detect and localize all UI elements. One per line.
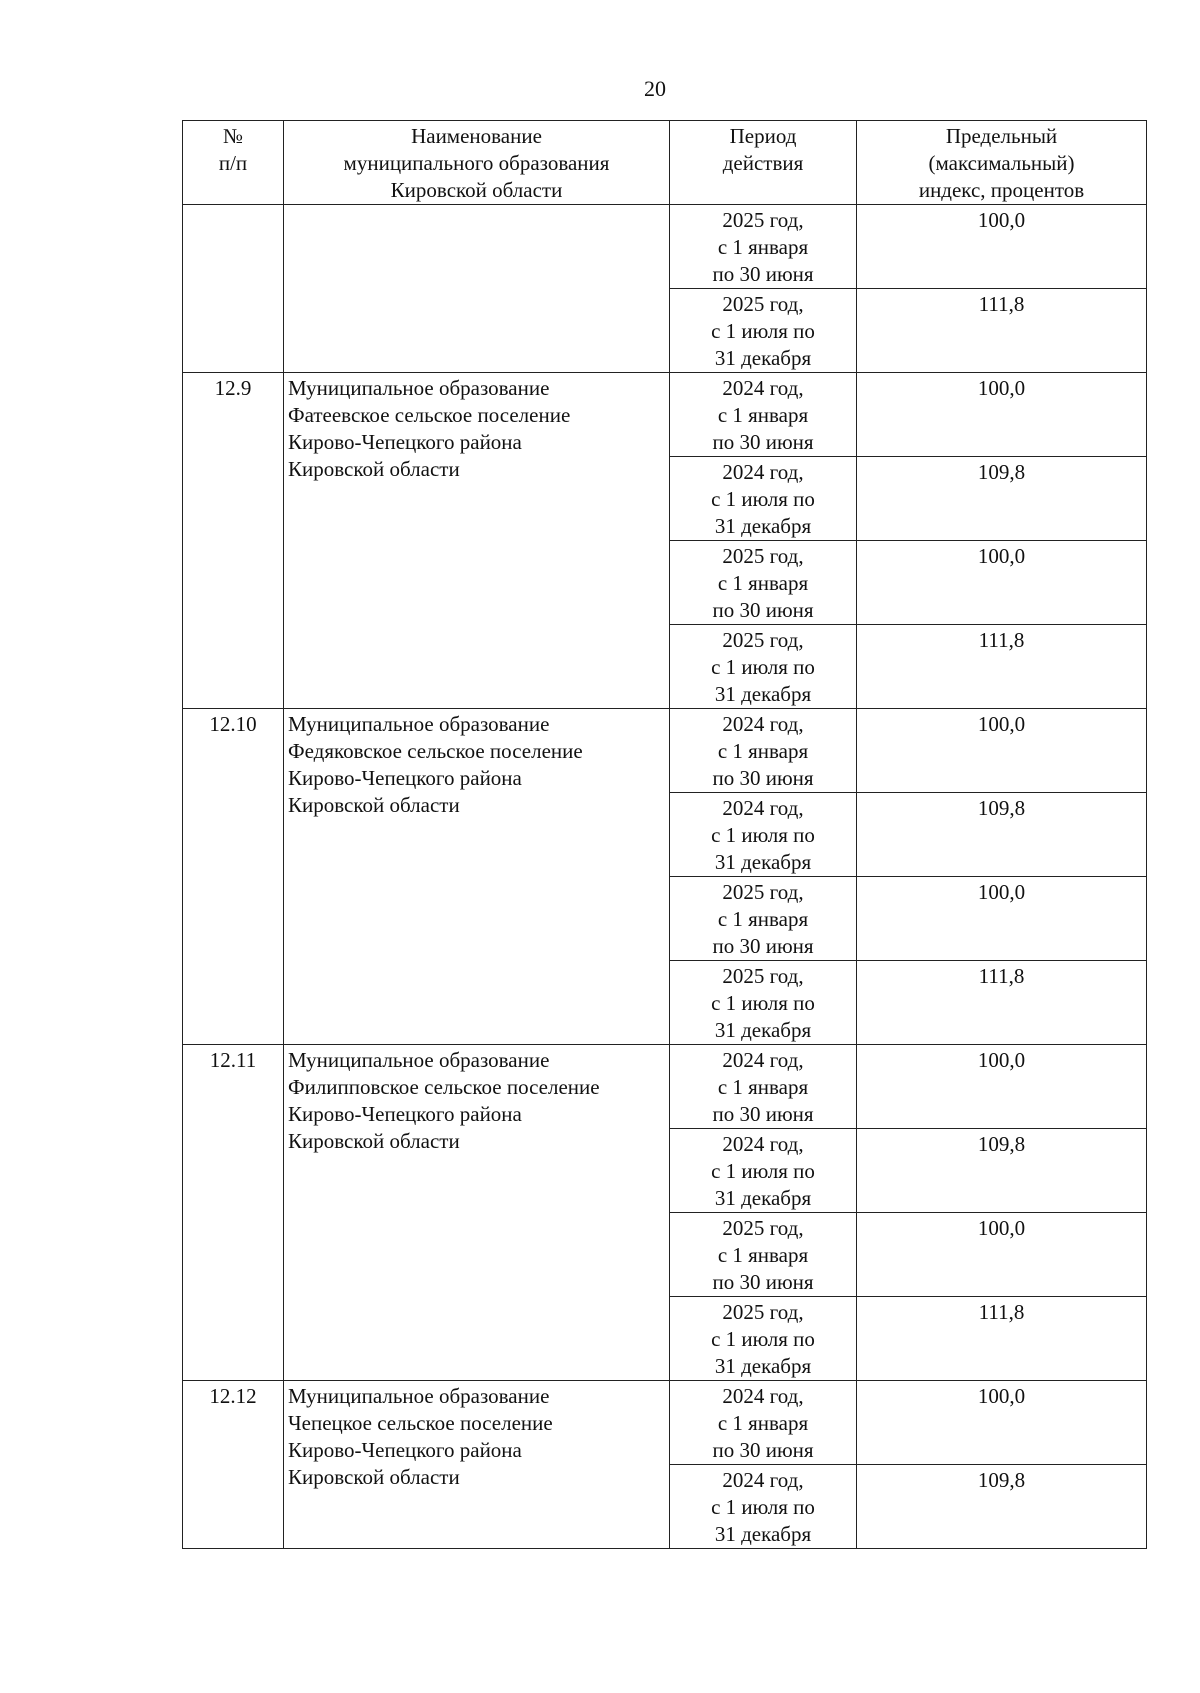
text-line: 2024 год,: [722, 712, 804, 736]
period-cell: [670, 877, 857, 961]
period-cell: [670, 1045, 857, 1129]
text-line: 2024 год,: [722, 376, 804, 400]
municipality-name: [284, 1381, 670, 1549]
period-cell: [670, 961, 857, 1045]
text-line: 2025 год,: [722, 964, 804, 988]
text-line: с 1 января: [717, 1243, 809, 1267]
text-line: по 30 июня: [712, 934, 814, 958]
row-number: 12.12: [183, 1381, 284, 1549]
period-cell: [670, 1381, 857, 1465]
text-line: Предельный: [945, 124, 1058, 148]
text-line: действия: [722, 151, 804, 175]
period-cell: [670, 457, 857, 541]
text-line: Федяковское сельское поселение: [288, 739, 583, 763]
index-value: 111,8: [857, 1297, 1147, 1381]
text-line: Кировской области: [288, 793, 460, 817]
text-line: 2024 год,: [722, 1132, 804, 1156]
text-line: с 1 января: [717, 1075, 809, 1099]
text-line: Наименование: [411, 124, 542, 148]
text-line: по 30 июня: [712, 262, 814, 286]
text-line: по 30 июня: [712, 1102, 814, 1126]
text-line: с 1 июля по: [711, 1495, 815, 1519]
text-line: по 30 июня: [712, 598, 814, 622]
index-value: 100,0: [857, 1213, 1147, 1297]
text-line: Кировской области: [288, 1465, 460, 1489]
municipality-name: [284, 709, 670, 1045]
text-line: Период: [729, 124, 797, 148]
text-line: Кирово-Чепецкого района: [288, 1102, 522, 1126]
row-number: 12.9: [183, 373, 284, 709]
text-line: №: [222, 124, 244, 148]
text-line: 2024 год,: [722, 1468, 804, 1492]
table-row: [183, 1045, 1147, 1129]
text-line: 31 декабря: [714, 682, 812, 706]
text-line: Кирово-Чепецкого района: [288, 766, 522, 790]
text-line: 2025 год,: [722, 628, 804, 652]
header-max-index: [857, 121, 1147, 205]
text-line: с 1 июля по: [711, 1159, 815, 1183]
period-cell: [670, 373, 857, 457]
text-line: с 1 января: [717, 403, 809, 427]
text-line: 31 декабря: [714, 1522, 812, 1546]
table-row: [183, 205, 1147, 289]
row-number: [183, 205, 284, 373]
text-line: Филипповское сельское поселение: [288, 1075, 600, 1099]
period-cell: [670, 205, 857, 289]
period-cell: [670, 1465, 857, 1549]
text-line: Кирово-Чепецкого района: [288, 430, 522, 454]
text-line: с 1 января: [717, 739, 809, 763]
table-row: [183, 373, 1147, 457]
text-line: 2024 год,: [722, 460, 804, 484]
period-cell: [670, 625, 857, 709]
index-value: 111,8: [857, 625, 1147, 709]
header-number: [183, 121, 284, 205]
text-line: с 1 июля по: [711, 487, 815, 511]
index-value: 100,0: [857, 709, 1147, 793]
row-number: 12.10: [183, 709, 284, 1045]
text-line: с 1 января: [717, 1411, 809, 1435]
period-cell: [670, 793, 857, 877]
tariff-index-table: [182, 120, 1147, 1549]
table-header-row: [183, 121, 1147, 205]
text-line: Кировской области: [390, 178, 563, 202]
text-line: 2025 год,: [722, 1216, 804, 1240]
text-line: 31 декабря: [714, 1018, 812, 1042]
text-line: по 30 июня: [712, 430, 814, 454]
text-line: 2025 год,: [722, 544, 804, 568]
text-line: Муниципальное образование: [288, 376, 550, 400]
text-line: 31 декабря: [714, 1186, 812, 1210]
period-cell: [670, 709, 857, 793]
table-body: [183, 205, 1147, 1549]
text-line: 2024 год,: [722, 1384, 804, 1408]
index-value: 111,8: [857, 961, 1147, 1045]
municipality-name: [284, 373, 670, 709]
text-line: с 1 июля по: [711, 1327, 815, 1351]
text-line: (максимальный): [928, 151, 1075, 175]
text-line: 2025 год,: [722, 208, 804, 232]
index-value: 100,0: [857, 205, 1147, 289]
text-line: Муниципальное образование: [288, 712, 550, 736]
index-value: 100,0: [857, 541, 1147, 625]
period-cell: [670, 1129, 857, 1213]
page-number: 20: [644, 76, 666, 101]
index-value: 109,8: [857, 793, 1147, 877]
index-value: 109,8: [857, 457, 1147, 541]
text-line: с 1 января: [717, 907, 809, 931]
text-line: с 1 июля по: [711, 823, 815, 847]
text-line: с 1 июля по: [711, 991, 815, 1015]
index-value: 100,0: [857, 1381, 1147, 1465]
index-value: 109,8: [857, 1465, 1147, 1549]
header-municipality: [284, 121, 670, 205]
text-line: индекс, процентов: [918, 178, 1085, 202]
municipality-name: [284, 205, 670, 373]
index-value: 100,0: [857, 1045, 1147, 1129]
text-line: Муниципальное образование: [288, 1384, 550, 1408]
text-line: с 1 января: [717, 235, 809, 259]
text-line: 31 декабря: [714, 346, 812, 370]
municipality-name: [284, 1045, 670, 1381]
text-line: по 30 июня: [712, 1270, 814, 1294]
text-line: по 30 июня: [712, 766, 814, 790]
text-line: муниципального образования: [343, 151, 610, 175]
text-line: Чепецкое сельское поселение: [288, 1411, 553, 1435]
table-row: [183, 709, 1147, 793]
period-cell: [670, 1213, 857, 1297]
index-value: 100,0: [857, 877, 1147, 961]
text-line: 31 декабря: [714, 514, 812, 538]
index-value: 100,0: [857, 373, 1147, 457]
text-line: п/п: [218, 151, 248, 175]
text-line: Фатеевское сельское поселение: [288, 403, 571, 427]
text-line: 2024 год,: [722, 796, 804, 820]
row-number: 12.11: [183, 1045, 284, 1381]
period-cell: [670, 1297, 857, 1381]
period-cell: [670, 541, 857, 625]
text-line: с 1 июля по: [711, 655, 815, 679]
text-line: Кировской области: [288, 457, 460, 481]
period-cell: [670, 289, 857, 373]
text-line: Кирово-Чепецкого района: [288, 1438, 522, 1462]
text-line: Кировской области: [288, 1129, 460, 1153]
text-line: по 30 июня: [712, 1438, 814, 1462]
index-value: 111,8: [857, 289, 1147, 373]
text-line: 2025 год,: [722, 292, 804, 316]
text-line: Муниципальное образование: [288, 1048, 550, 1072]
text-line: с 1 января: [717, 571, 809, 595]
table-row: [183, 1381, 1147, 1465]
header-period: [670, 121, 857, 205]
text-line: 31 декабря: [714, 1354, 812, 1378]
text-line: с 1 июля по: [711, 319, 815, 343]
index-value: 109,8: [857, 1129, 1147, 1213]
text-line: 2024 год,: [722, 1048, 804, 1072]
text-line: 2025 год,: [722, 1300, 804, 1324]
text-line: 2025 год,: [722, 880, 804, 904]
text-line: 31 декабря: [714, 850, 812, 874]
